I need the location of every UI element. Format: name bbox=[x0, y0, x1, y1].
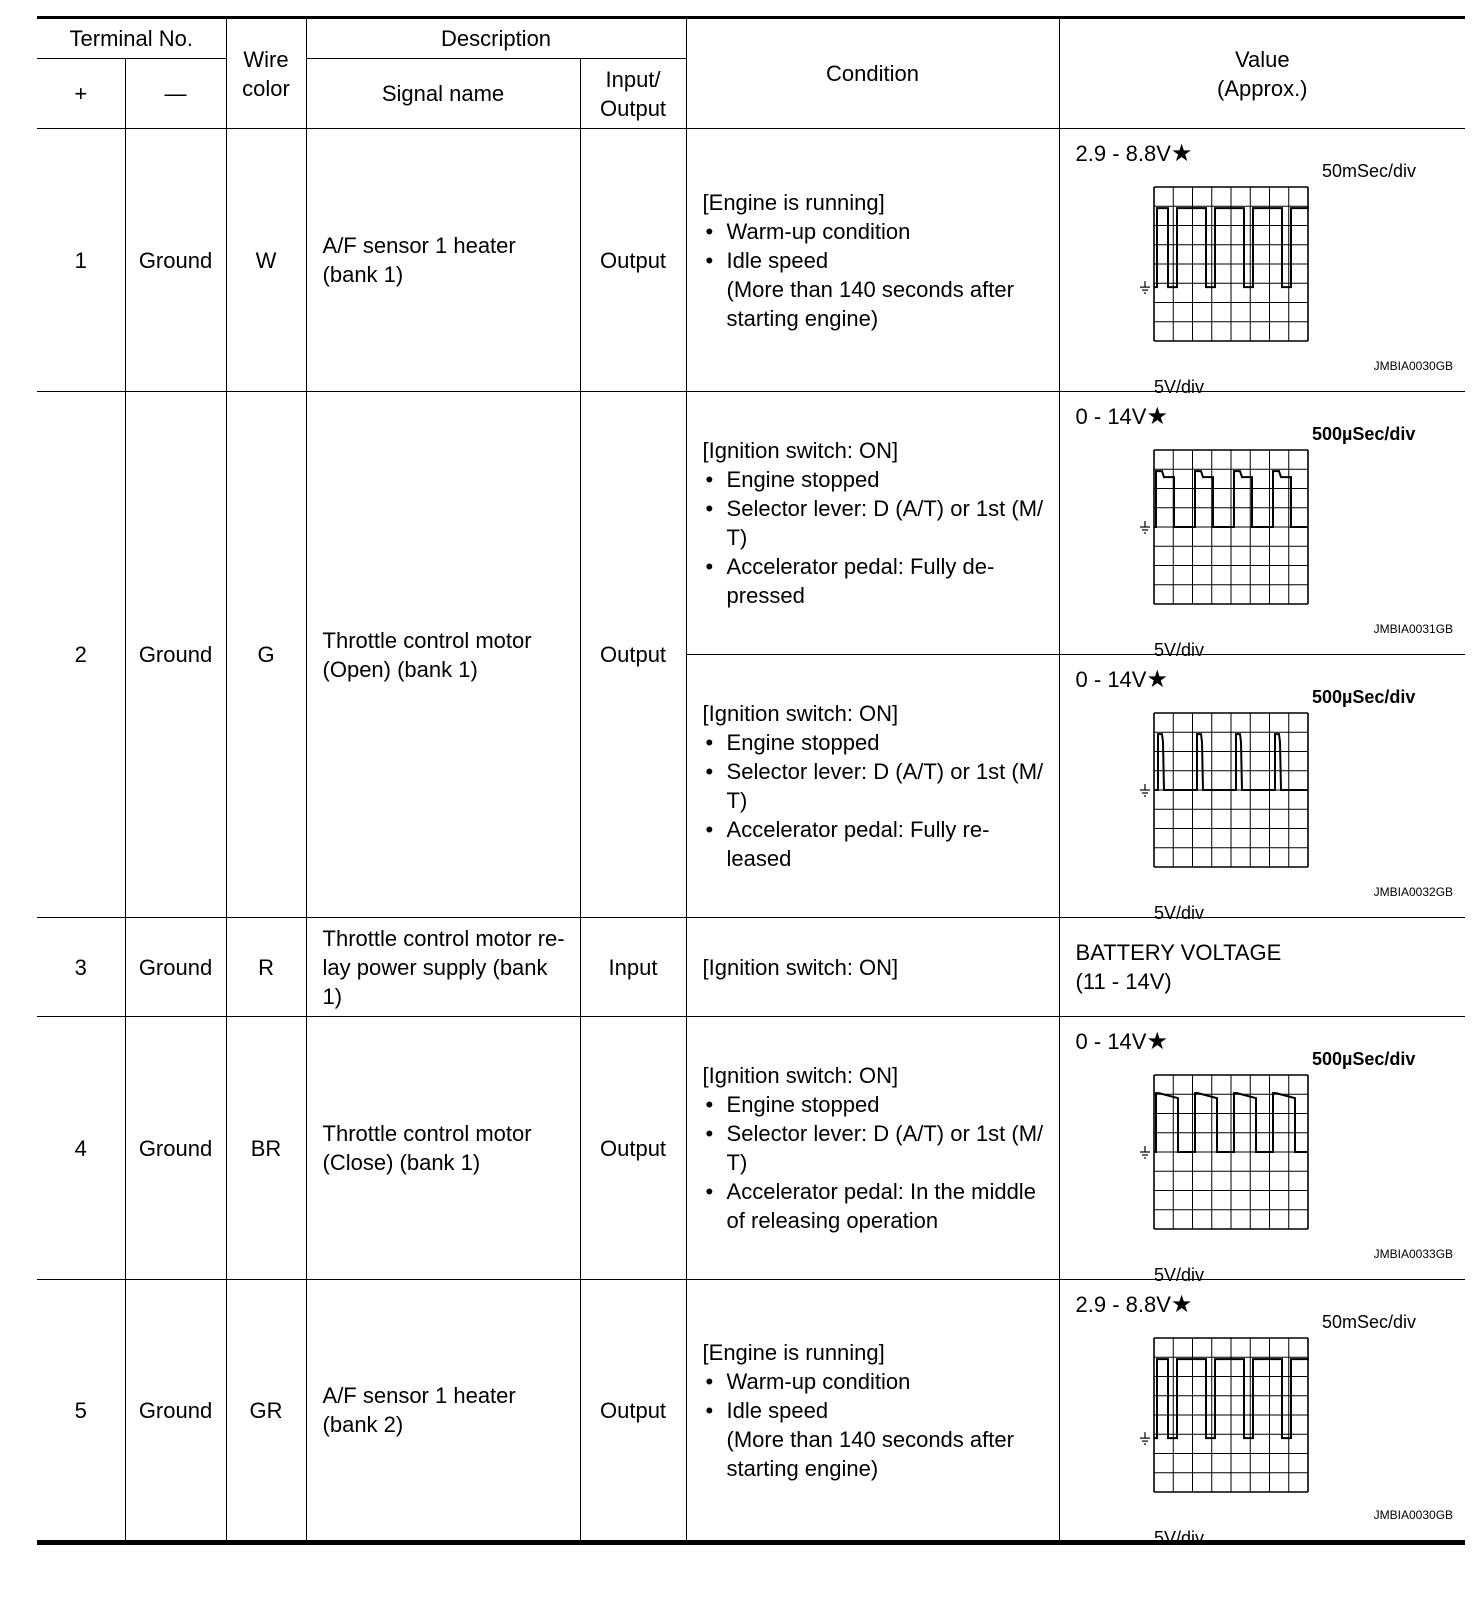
header-value: Value (Approx.) bbox=[1059, 18, 1465, 129]
input-output: Output bbox=[580, 392, 686, 918]
value-text: 0 - 14V bbox=[1075, 667, 1147, 692]
signal-name: Throttle control motor (Close) (bank 1) bbox=[306, 1017, 580, 1280]
value-text: BATTERY VOLTAGE (11 - 14V) bbox=[1059, 918, 1465, 1017]
terminal-minus: Ground bbox=[125, 918, 226, 1017]
time-div-label: 500µSec/div bbox=[1311, 687, 1415, 707]
volt-div-label: 5V/div bbox=[1153, 1528, 1204, 1548]
figure-id: JMBIA0033GB bbox=[1373, 1247, 1454, 1261]
wire-color: BR bbox=[226, 1017, 306, 1280]
time-div-label: 50mSec/div bbox=[1321, 1312, 1416, 1332]
value-cell bbox=[1059, 655, 1465, 923]
condition bbox=[686, 129, 1059, 392]
wire-color: W bbox=[226, 129, 306, 392]
figure-id: JMBIA0032GB bbox=[1373, 885, 1454, 899]
condition-bullet: • Selector lever: D (A/T) or 1st (M/ T) bbox=[703, 757, 1053, 815]
condition-bullet: • Accelerator pedal: Fully de- pressed bbox=[703, 552, 1053, 610]
condition-bullet: • Engine stopped bbox=[703, 465, 1053, 494]
star-icon: ★ bbox=[1146, 666, 1168, 693]
volt-div-label: 5V/div bbox=[1153, 377, 1204, 397]
input-output: Output bbox=[580, 1280, 686, 1543]
wire-color: G bbox=[226, 392, 306, 918]
star-icon: ★ bbox=[1146, 1028, 1168, 1055]
condition-heading: [Ignition switch: ON] bbox=[702, 954, 899, 980]
terminal-plus: 2 bbox=[37, 392, 125, 918]
wire-color: GR bbox=[226, 1280, 306, 1543]
time-div-label: 500µSec/div bbox=[1311, 1049, 1415, 1069]
signal-name: Throttle control motor (Open) (bank 1) bbox=[306, 392, 580, 918]
condition-bullet: • Selector lever: D (A/T) or 1st (M/ T) bbox=[703, 1119, 1053, 1177]
wire-color: R bbox=[226, 918, 306, 1017]
terminal-spec-table bbox=[37, 16, 1465, 1548]
condition-bullet: • Warm-up condition bbox=[703, 217, 1053, 246]
ground-symbol-icon bbox=[1140, 521, 1150, 533]
value-text: 2.9 - 8.8V bbox=[1075, 1292, 1171, 1317]
figure-id: JMBIA0030GB bbox=[1373, 359, 1454, 373]
condition-bullet: • Idle speed (More than 140 seconds after starting engine) bbox=[703, 1396, 1053, 1483]
condition-bullet: • Accelerator pedal: Fully re- leased bbox=[703, 815, 1053, 873]
star-icon: ★ bbox=[1146, 403, 1168, 430]
value-text: 0 - 14V bbox=[1075, 404, 1147, 429]
ground-symbol-icon bbox=[1140, 784, 1150, 796]
value-text: 0 - 14V bbox=[1075, 1029, 1147, 1054]
condition bbox=[686, 1017, 1059, 1280]
condition bbox=[686, 1280, 1059, 1543]
ground-symbol-icon bbox=[1140, 1432, 1150, 1444]
value-cell bbox=[1059, 1017, 1465, 1285]
volt-div-label: 5V/div bbox=[1153, 640, 1204, 660]
figure-id: JMBIA0030GB bbox=[1373, 1508, 1454, 1522]
signal-name: Throttle control motor re- lay power supply (bank 1) bbox=[306, 918, 580, 1017]
header-signal-name: Signal name bbox=[306, 59, 580, 129]
condition-heading: [Engine is running] bbox=[702, 189, 885, 215]
ground-symbol-icon bbox=[1140, 1146, 1150, 1158]
terminal-minus: Ground bbox=[125, 1017, 226, 1280]
terminal-plus: 1 bbox=[37, 129, 125, 392]
table-row bbox=[37, 918, 1465, 1017]
header-plus: + bbox=[37, 59, 125, 129]
volt-div-label: 5V/div bbox=[1153, 1265, 1204, 1285]
condition bbox=[686, 918, 1059, 1017]
header-condition: Condition bbox=[686, 18, 1059, 129]
time-div-label: 500µSec/div bbox=[1311, 424, 1415, 444]
input-output: Input bbox=[580, 918, 686, 1017]
star-icon: ★ bbox=[1170, 140, 1193, 167]
signal-name: A/F sensor 1 heater (bank 1) bbox=[306, 129, 580, 392]
condition-bullet: • Engine stopped bbox=[703, 728, 1053, 757]
star-icon: ★ bbox=[1170, 1291, 1193, 1318]
header-minus: — bbox=[125, 59, 226, 129]
value-text: 2.9 - 8.8V bbox=[1075, 141, 1171, 166]
condition-heading: [Ignition switch: ON] bbox=[702, 1063, 899, 1088]
condition bbox=[686, 392, 1059, 655]
header-wire-color: Wire color bbox=[226, 18, 306, 129]
figure-id: JMBIA0031GB bbox=[1373, 622, 1454, 636]
condition-bullet: • Engine stopped bbox=[703, 1090, 1053, 1119]
condition-heading: [Engine is running] bbox=[702, 1339, 885, 1365]
value-cell bbox=[1059, 129, 1465, 397]
terminal-plus: 5 bbox=[37, 1280, 125, 1543]
condition-bullet: • Selector lever: D (A/T) or 1st (M/ T) bbox=[703, 494, 1053, 552]
header-input-output: Input/ Output bbox=[580, 59, 686, 129]
input-output: Output bbox=[580, 1017, 686, 1280]
terminal-plus: 4 bbox=[37, 1017, 125, 1280]
condition-heading: [Ignition switch: ON] bbox=[702, 438, 899, 463]
terminal-minus: Ground bbox=[125, 129, 226, 392]
condition-bullet: • Idle speed (More than 140 seconds after starting engine) bbox=[703, 246, 1053, 333]
volt-div-label: 5V/div bbox=[1153, 903, 1204, 923]
time-div-label: 50mSec/div bbox=[1321, 161, 1416, 181]
condition-bullet: • Warm-up condition bbox=[703, 1367, 1053, 1396]
header-terminal-no: Terminal No. bbox=[37, 18, 226, 59]
value-cell bbox=[1059, 1280, 1465, 1548]
ground-symbol-icon bbox=[1140, 281, 1150, 293]
signal-name: A/F sensor 1 heater (bank 2) bbox=[306, 1280, 580, 1543]
table-row bbox=[37, 1280, 1465, 1543]
condition-bullet: • Accelerator pedal: In the middle of releasing operation bbox=[703, 1177, 1053, 1235]
condition bbox=[686, 655, 1059, 918]
table-row bbox=[37, 129, 1465, 392]
condition-heading: [Ignition switch: ON] bbox=[702, 701, 899, 726]
table-row bbox=[37, 1017, 1465, 1280]
terminal-minus: Ground bbox=[125, 1280, 226, 1543]
terminal-minus: Ground bbox=[125, 392, 226, 918]
input-output: Output bbox=[580, 129, 686, 392]
table-row bbox=[37, 392, 1465, 655]
header-description: Description bbox=[306, 18, 686, 59]
value-cell bbox=[1059, 392, 1465, 660]
terminal-plus: 3 bbox=[37, 918, 125, 1017]
